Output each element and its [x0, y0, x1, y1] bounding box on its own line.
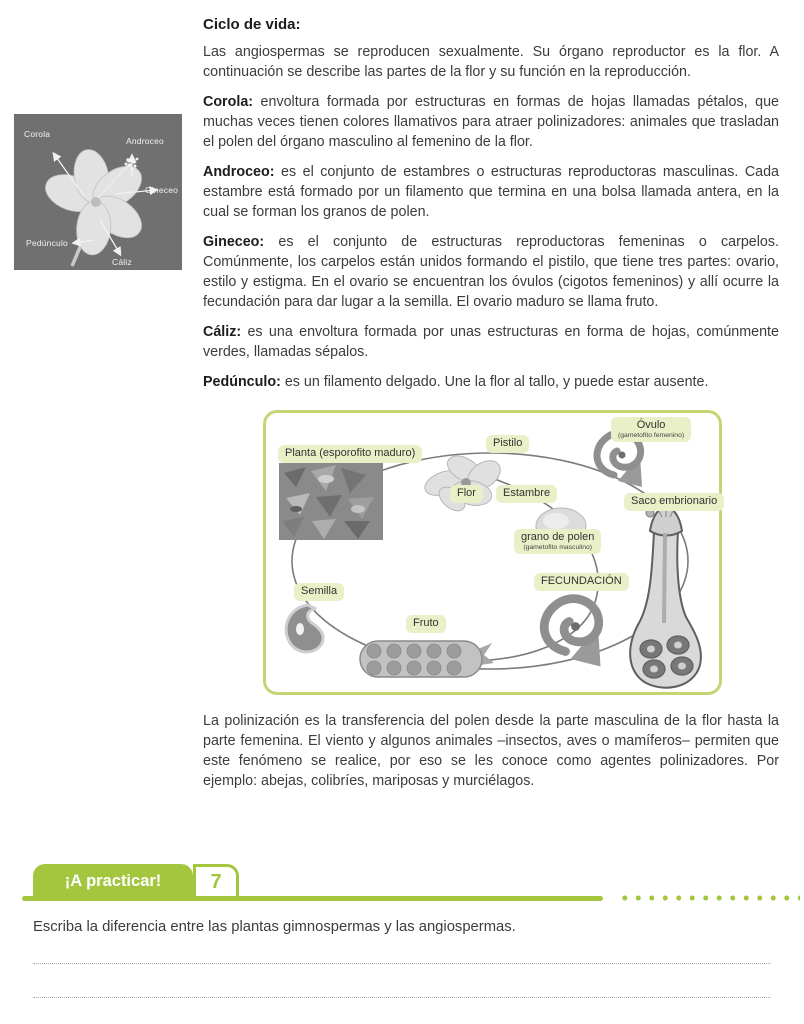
label-fecundacion: FECUNDACIÓN: [534, 573, 629, 591]
term-pedunculo: Pedúnculo:: [203, 374, 281, 390]
fruto-drawing: [360, 641, 494, 677]
definition-androceo: Androceo: es el conjunto de estambres o estructuras reproductoras masculinas. Cada estambre está formado por un filamento que termina en una bolsa llamada antera, en la cual se forman los granos de polen.: [203, 164, 780, 220]
term-androceo: Androceo:: [203, 164, 275, 180]
exercise-question: Escriba la diferencia entre las plantas gimnospermas y las angiospermas.: [33, 919, 516, 935]
main-text-column: [203, 16, 779, 801]
saco-embrionario-drawing: [630, 505, 701, 688]
plant-photo: [279, 463, 383, 540]
practice-banner: [33, 864, 193, 898]
label-grano-de-polen: grano de polen (gametofito masculino): [514, 529, 601, 554]
flower-label-androceo: Androceo: [126, 136, 164, 146]
label-pistilo: Pistilo: [486, 435, 529, 453]
definition-pedunculo: Pedúnculo: es un filamento delgado. Une la flor al tallo, y puede estar ausente.: [203, 374, 709, 390]
flower-label-gineceo: Gineceo: [145, 185, 179, 195]
dots-decoration: [618, 894, 800, 902]
label-fruto: Fruto: [406, 615, 446, 633]
definition-gineceo: Gineceo: es el conjunto de estructuras reproductoras femeninas o carpelos. Comúnmente, los carpelos están unidos formando el pistilo, que tiene tres partes: ovario, estilo y estigma. En el ovario se encuentran los óvulos (cigotos femeninos) y allí ocurre la fecundación para dar lugar a la semilla. El ovario maduro se llama fruto.: [203, 234, 779, 310]
definition-corola: Corola: envoltura formada por estructuras en formas de hojas llamadas pétalos, que muchas veces tienen colores llamativos para atraer polinizadores: animales que trasladan el polen del órgano masculino al femenino de la flor.: [203, 94, 779, 150]
flower-label-caliz: Cáliz: [112, 257, 132, 267]
label-saco-embrionario: Saco embrionario: [624, 493, 724, 511]
practice-banner-label: ¡A practicar!: [64, 871, 162, 890]
label-planta: Planta (esporofito maduro): [278, 445, 422, 463]
label-semilla: Semilla: [294, 583, 344, 601]
label-ovulo: Óvulo (gametofito femenino): [611, 417, 691, 442]
semilla-drawing: [286, 605, 323, 652]
flower-parts-figure: [14, 114, 182, 270]
answer-line-1: [33, 963, 771, 964]
banner-underline: [22, 896, 603, 901]
flor-drawing: [421, 450, 505, 515]
label-estambre: Estambre: [496, 485, 557, 503]
term-corola: Corola:: [203, 94, 254, 110]
flower-label-corola: Corola: [24, 129, 51, 139]
flower-label-pedunculo: Pedúnculo: [26, 238, 68, 248]
term-caliz: Cáliz:: [203, 324, 242, 340]
practice-number: 7: [210, 871, 222, 893]
section-heading: Ciclo de vida:: [203, 16, 301, 33]
practice-number-tab: [193, 864, 239, 898]
intro-paragraph: Las angiospermas se reproducen sexualmente. Su órgano reproductor es la flor. A continuación se describe las partes de la flor y su función en la reproducción.: [203, 44, 779, 80]
answer-line-2: [33, 997, 771, 998]
term-gineceo: Gineceo:: [203, 234, 265, 250]
label-flor: Flor: [450, 485, 483, 503]
life-cycle-diagram: [263, 410, 722, 695]
definition-caliz: Cáliz: es una envoltura formada por unas estructuras en forma de hojas, comúnmente verdes, llamadas sépalos.: [203, 324, 779, 360]
pollination-paragraph: La polinización es la transferencia del polen desde la parte masculina de la flor hasta la parte femenina. El viento y algunos animales –insectos, aves o mamíferos– permiten que este fenómeno se realice, por eso se les conoce como agentes polinizadores. Por ejemplo: abejas, colibríes, mariposas y murciélagos.: [203, 713, 779, 789]
